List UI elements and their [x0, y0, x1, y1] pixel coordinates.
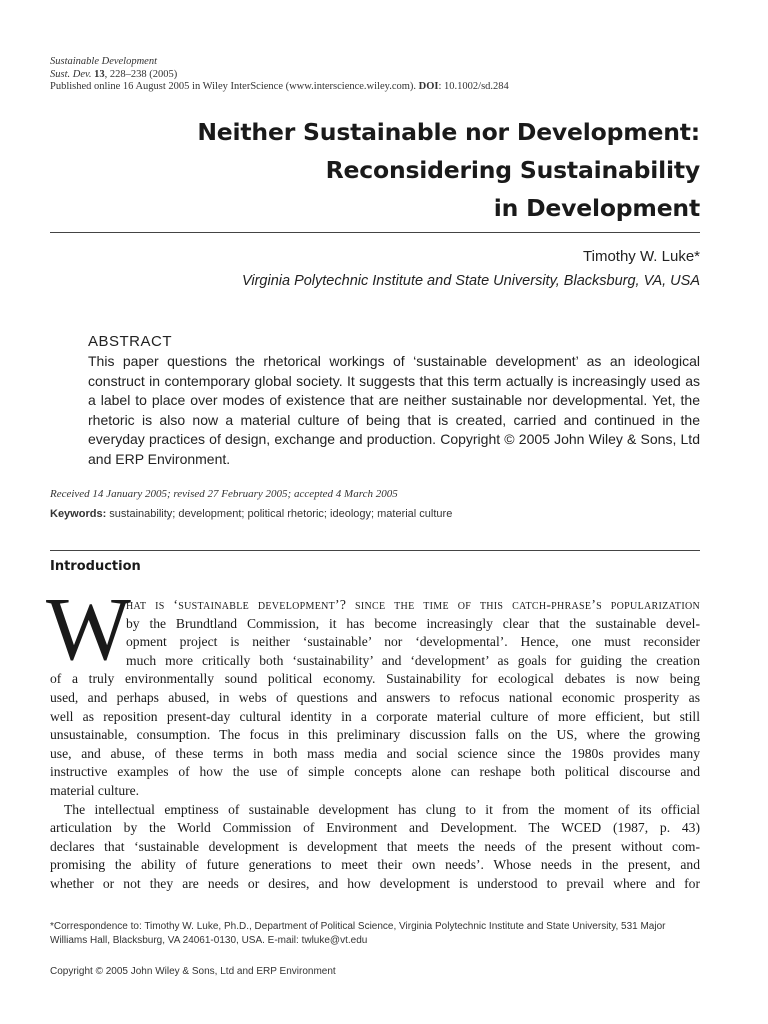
keywords-text: sustainability; development; political rhetoric; ideology; material culture: [106, 508, 453, 520]
copyright-notice: Copyright © 2005 John Wiley & Sons, Ltd and ERP Environment: [50, 966, 336, 977]
keywords: [50, 508, 452, 520]
title-rule: [50, 232, 700, 233]
body-line: whether or not they are needs or desires, and how development is understood to prevail where and for: [50, 875, 700, 891]
body-line: declares that ‘sustainable development is development that meets the needs of the present without com-: [50, 838, 700, 854]
body-line: promising the ability of future generations to meet their own needs’. Whose needs in the present, and: [50, 857, 700, 873]
drop-cap: W: [46, 580, 131, 679]
body-line: by the Brundtland Commission, it has become increasingly clear that the sustainable devel-: [126, 615, 700, 631]
title-line-1: Neither Sustainable nor Development:: [197, 118, 700, 146]
journal-header: [50, 56, 509, 94]
abstract-text: This paper questions the rhetorical workings of ‘sustainable development’ as an ideological construct in contemporary global society. It suggests that this term actually is increasingly used as a label to place over modes of existence that are neither sustainable nor developmental. Yet, the rhetoric is also now a material culture of being that is created, carried and continued in the everyday practices of design, exchange and production. Copyright © 2005 John Wiley & Sons, Ltd and ERP Environment.: [88, 353, 700, 467]
body-line: well as reposition present-day cultural identity in a corporate material culture of more efficient, but still: [50, 708, 700, 724]
journal-abbrev: Sust. Dev.: [50, 68, 92, 80]
journal-published: [50, 81, 509, 94]
article-page: [46, 0, 700, 1024]
body-line: material culture.: [50, 782, 140, 798]
body-text: [50, 596, 700, 894]
body-line: much more critically both ‘sustainability’ and ‘development’ as goals for guiding the creation: [126, 652, 700, 668]
body-line: hat is ‘sustainable development’? since the time of this catch-phrase’s popularization: [126, 597, 700, 612]
received-dates: Received 14 January 2005; revised 27 February 2005; accepted 4 March 2005: [50, 488, 398, 500]
body-line: The intellectual emptiness of sustainable development has clung to it from the moment of its official: [64, 801, 700, 817]
author-affiliation: Virginia Polytechnic Institute and State University, Blacksburg, VA, USA: [241, 273, 700, 289]
title-line-2: Reconsidering Sustainability: [325, 156, 700, 184]
journal-published-text: Published online 16 August 2005 in Wiley InterScience (www.interscience.wiley.com).: [50, 81, 417, 92]
doi-value: : 10.1002/sd.284: [438, 81, 509, 92]
title-line-3: in Development: [493, 194, 700, 222]
body-line: unsustainable, consumption. The focus in this preliminary discussion falls on the US, where the growing: [50, 727, 700, 743]
body-line: instructive examples of how the use of simple concepts alone can reshape both political discourse and: [50, 764, 700, 780]
body-line: use, and abuse, of these terms in both mass media and social science since the 1980s provides many: [50, 745, 700, 761]
article-title: [197, 113, 700, 227]
correspondence-footnote: *Correspondence to: Timothy W. Luke, Ph.D., Department of Political Science, Virginia Polytechnic Institute and State University, 531 Major Williams Hall, Blacksburg, VA 24061-0130, USA. E-mail: twluke@vt.edu: [50, 921, 666, 946]
doi-label: DOI: [418, 81, 439, 92]
journal-volume: 13: [94, 68, 105, 80]
body-line: used, and perhaps abused, in webs of questions and answers to refocus national economic prosperity as: [50, 689, 700, 705]
keywords-label: Keywords:: [50, 508, 107, 520]
body-line: of a truly environmentally sound political economy. Sustainability for ecological debates is now being: [50, 671, 700, 687]
body-line: articulation by the World Commission of Environment and Development. The WCED (1987, p. 43): [50, 820, 700, 836]
abstract-heading: ABSTRACT: [88, 333, 173, 350]
journal-citation: [50, 69, 509, 82]
section-heading: Introduction: [50, 559, 141, 574]
journal-pages: , 228–238 (2005): [104, 68, 178, 80]
body-line: opment project is neither ‘sustainable’ nor ‘developmental’. Hence, one must reconsider: [126, 634, 700, 650]
section-rule: [50, 550, 700, 551]
journal-name: Sustainable Development: [50, 56, 158, 67]
author-name: Timothy W. Luke*: [583, 248, 700, 265]
